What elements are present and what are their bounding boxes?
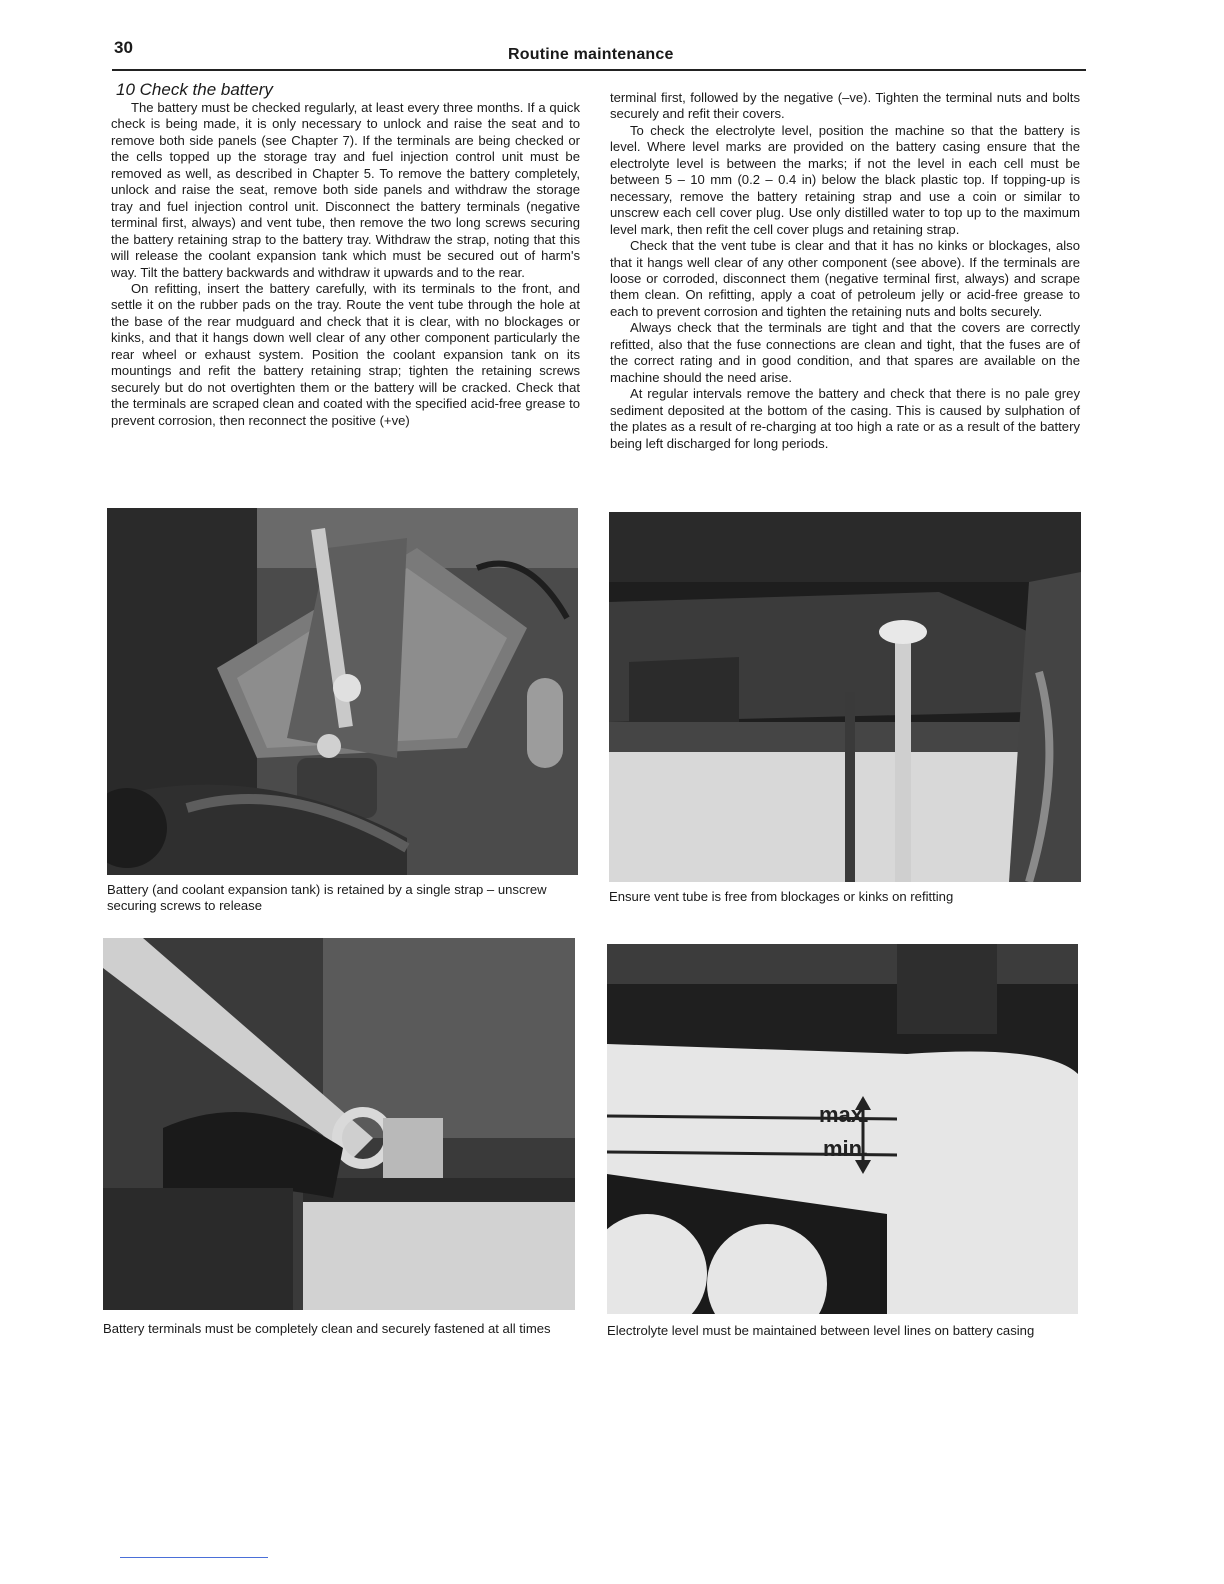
figure-caption: Battery (and coolant expansion tank) is retained by a single strap – unscrew securing screws to release: [107, 882, 547, 913]
paragraph: The battery must be checked regularly, at least every three months. If a quick check is being made, it is only necessary to unlock and raise the seat and to remove both side panels (see Chapter 7). If the terminals are being checked or the cells topped up the storage tray and fuel injection control unit must be removed as well, as described in Chapter 5. To remove the battery completely, unlock and raise the seat, remove both side panels and withdraw the storage tray and fuel injection control unit. Disconnect the battery terminals (negative terminal first, always) and vent tube, then remove the two long screws securing the battery retaining strap to the battery tray. Withdraw the strap, noting that this will release the coolant expansion tank which must be secured out of harm's way. Tilt the battery backwards and withdraw it upwards and to the rear.: [111, 100, 580, 280]
footer-rule: [120, 1557, 268, 1558]
paragraph: To check the electrolyte level, position the machine so that the battery is level. Where level marks are provided on the battery casing ensure that the electrolyte level is between the marks; if not the level in each cell must be between 5 – 10 mm (0.2 – 0.4 in) below the black plastic top. If topping-up is necessary, remove the battery retaining strap and use a coin or similar to unscrew each cell cover plug. Use only distilled water to top up to the maximum level mark, then refit the cell cover plugs and retaining strap.: [610, 122, 1080, 237]
electrolyte-level-photo: [607, 944, 1078, 1314]
running-title: Routine maintenance: [508, 46, 674, 63]
battery-terminal-photo: [103, 938, 575, 1310]
paragraph: At regular intervals remove the battery and check that there is no pale grey sediment deposited at the bottom of the casing. This is caused by sulphation of the plates as a result of re-charging at too high a rate or as a result of the battery being left discharged for long periods.: [610, 386, 1080, 451]
figure-caption: Ensure vent tube is free from blockages or kinks on refitting: [609, 889, 954, 904]
left-column: [111, 80, 580, 429]
vent-tube-photo: [609, 512, 1081, 882]
section-title: 10 Check the battery: [116, 80, 273, 99]
max-level-label: max.: [819, 1102, 870, 1127]
header-rule: [112, 69, 1086, 71]
page-number: 30: [114, 38, 133, 57]
paragraph: On refitting, insert the battery carefully, with its terminals to the front, and settle it on the rubber pads on the tray. Route the vent tube through the hole at the base of the rear mudguard and check that it is clear, with no blockages or kinks, and that it hangs down well clear of any other component particularly the rear wheel or exhaust system. Position the coolant expansion tank on its mountings and refit the battery retaining strap; tighten the retaining screws securely but do not overtighten them or the battery will be cracked. Check that the terminals are scraped clean and coated with the specified acid-free grease to prevent corrosion, then reconnect the positive (+ve): [111, 280, 580, 428]
paragraph: Always check that the terminals are tight and that the covers are correctly refitted, also that the fuse connections are clean and tight, that the fuses are of the correct rating and in good condition, and that spares are available on the machine should the need arise.: [610, 320, 1080, 385]
battery-strap-photo: [107, 508, 578, 875]
right-column: [610, 90, 1080, 452]
min-level-label: min.: [823, 1136, 869, 1161]
figure-caption: Electrolyte level must be maintained between level lines on battery casing: [607, 1323, 1035, 1338]
paragraph: terminal first, followed by the negative (–ve). Tighten the terminal nuts and bolts securely and refit their covers.: [610, 90, 1080, 122]
paragraph: Check that the vent tube is clear and that it has no kinks or blockages, also that it hangs well clear of any other component (see above). If the terminals are loose or corroded, disconnect them (negative terminal first, always) and scrape them clean. On refitting, apply a coat of petroleum jelly or acid-free grease to each to prevent corrosion and tighten the retaining nuts and bolts securely.: [610, 238, 1080, 319]
figure-caption: Battery terminals must be completely clean and securely fastened at all times: [103, 1321, 551, 1336]
